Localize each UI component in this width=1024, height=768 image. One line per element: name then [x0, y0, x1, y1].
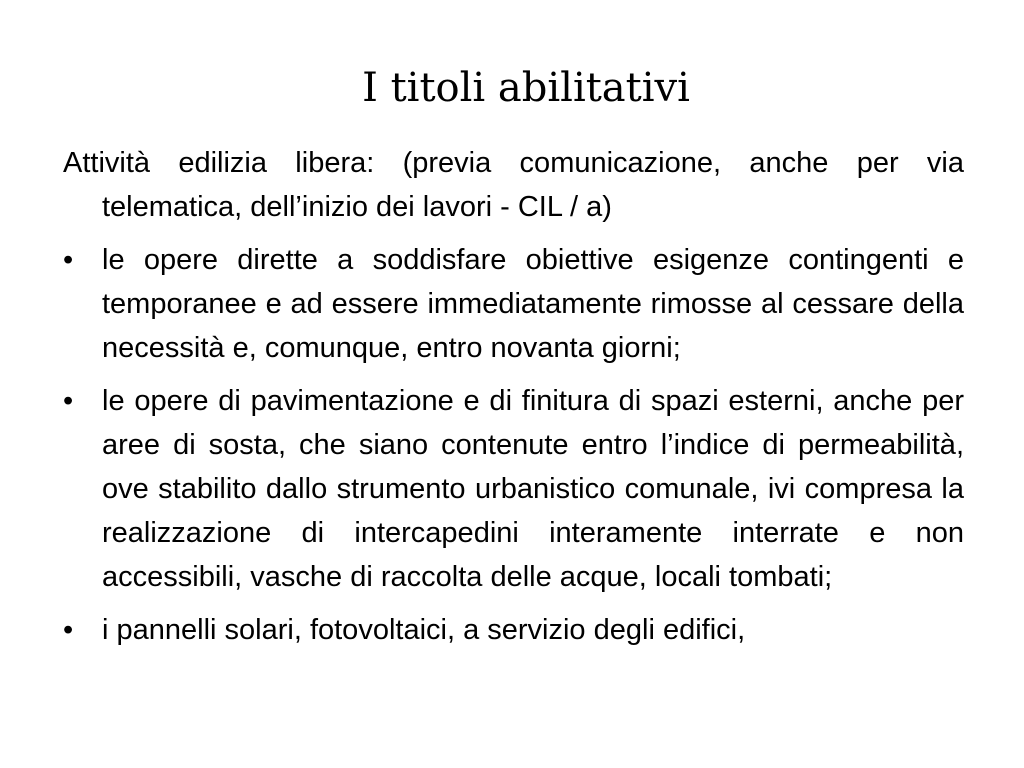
slide-body [63, 141, 964, 661]
bullet-text: le opere di pavimentazione e di finitura di spazi esterni, anche per aree di sosta, che siano contenute entro l’indice di permeabilità, ove stabilito dallo strumento urbanistico comunale, ivi compresa la realizzazione di intercapedini interamente interrate e non accessibili, vasche di raccolta delle acque, locali tombati; [102, 385, 964, 593]
bullet-text: le opere dirette a soddisfare obiettive esigenze contingenti e temporanee e ad essere immediatamente rimosse al cessare della necessità e, comunque, entro novanta giorni; [102, 244, 964, 364]
bullet-text: i pannelli solari, fotovoltaici, a servizio degli edifici, [102, 614, 746, 646]
bullet-item [63, 238, 964, 370]
bullet-item [63, 608, 964, 652]
bullet-icon: • [63, 244, 74, 276]
bullet-item [63, 379, 964, 599]
intro-paragraph: Attività edilizia libera: (previa comunicazione, anche per via telematica, dell’inizio dei lavori - CIL / a) [63, 147, 964, 223]
bullet-icon: • [63, 385, 74, 417]
bullet-list [63, 238, 964, 652]
bullet-icon: • [63, 614, 74, 646]
slide-title: I titoli abilitativi [362, 65, 690, 111]
